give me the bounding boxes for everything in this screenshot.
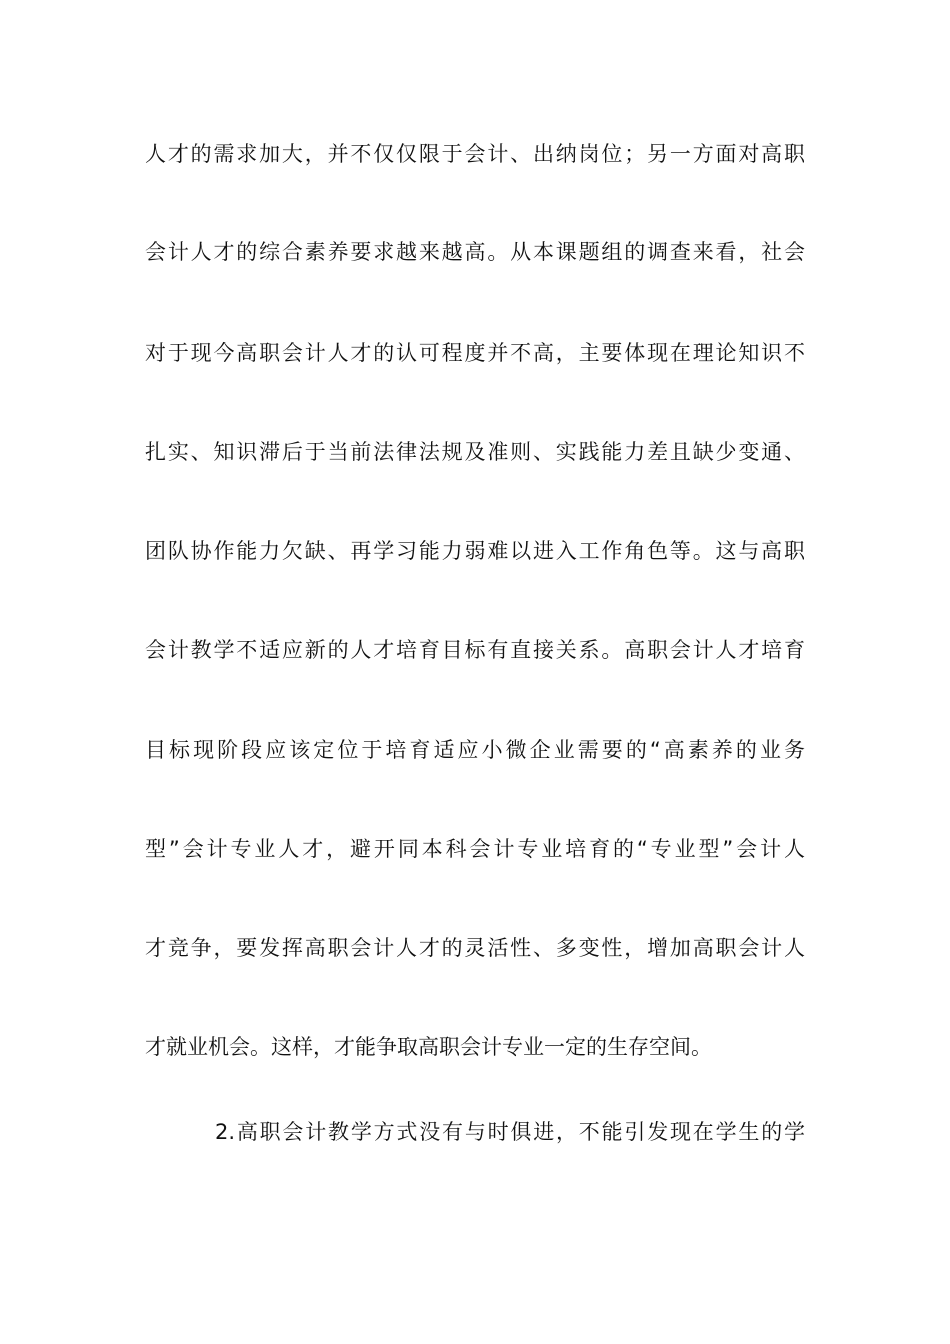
- paragraph-line-7: 目标现阶段应该定位于培育适应小微企业需要的“高素养的业务: [145, 738, 805, 762]
- paragraph-line-2: 会计人才的综合素养要求越来越高。从本课题组的调查来看，社会: [145, 240, 805, 264]
- paragraph-line-5: 团队协作能力欠缺、再学习能力弱难以进入工作角色等。这与高职: [145, 539, 805, 563]
- paragraph-line-3: 对于现今高职会计人才的认可程度并不高，主要体现在理论知识不: [145, 341, 805, 365]
- paragraph-line-8: 型”会计专业人才，避开同本科会计专业培育的“专业型”会计人: [145, 837, 805, 861]
- paragraph-line-1: 人才的需求加大，并不仅仅限于会计、出纳岗位；另一方面对高职: [145, 142, 805, 166]
- paragraph-line-6: 会计教学不适应新的人才培育目标有直接关系。高职会计人才培育: [145, 638, 805, 662]
- paragraph-line-10: 才就业机会。这样，才能争取高职会计专业一定的生存空间。: [145, 1035, 712, 1059]
- paragraph-line-4: 扎实、知识滞后于当前法律法规及准则、实践能力差且缺少变通、: [145, 440, 805, 464]
- section-heading-line: 2.高职会计教学方式没有与时俱进，不能引发现在学生的学: [215, 1120, 805, 1144]
- paragraph-line-9: 才竞争，要发挥高职会计人才的灵活性、多变性，增加高职会计人: [145, 936, 805, 960]
